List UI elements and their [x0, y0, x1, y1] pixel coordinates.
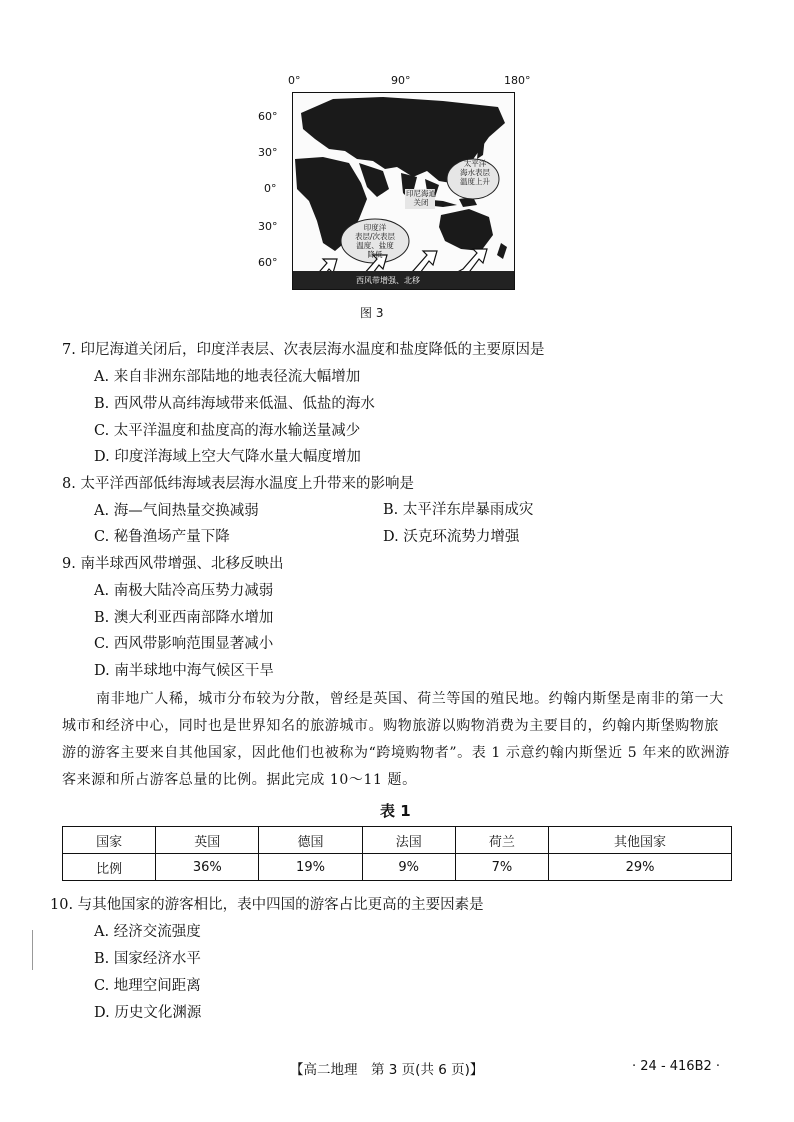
lat-label-30s: 30° — [258, 220, 278, 233]
figure-caption: 图 3 — [360, 306, 384, 320]
indian-annotation-line2: 表层/次表层 — [354, 232, 396, 241]
table-header-cell: 英国 — [156, 827, 259, 854]
strait-annotation-line2: 关闭 — [413, 198, 429, 207]
question-10-stem: 10. 与其他国家的游客相比，表中四国的游客占比更高的主要因素是 — [50, 897, 484, 913]
pacific-annotation-line3: 温度上升 — [460, 177, 490, 186]
question-9-option-d: D. 南半球地中海气候区干旱 — [94, 663, 274, 679]
table-cell: 36% — [156, 854, 259, 881]
table-header-cell: 德国 — [259, 827, 362, 854]
lat-label-0: 0° — [264, 182, 277, 195]
table-header-cell: 其他国家 — [549, 827, 732, 854]
table-1 — [62, 826, 732, 881]
question-8-option-b: B. 太平洋东岸暴雨成灾 — [383, 502, 534, 518]
pacific-annotation-line2: 海水表层 — [460, 168, 490, 177]
table-cell: 19% — [259, 854, 362, 881]
table-cell: 比例 — [63, 854, 156, 881]
question-9-option-a: A. 南极大陆冷高压势力减弱 — [94, 583, 274, 599]
table-row — [63, 854, 732, 881]
lat-label-60n: 60° — [258, 110, 278, 123]
question-8-option-c: C. 秘鲁渔场产量下降 — [94, 529, 230, 545]
question-9-stem: 9. 南半球西风带增强、北移反映出 — [62, 556, 284, 572]
table-header-cell: 法国 — [362, 827, 455, 854]
strait-annotation — [403, 189, 439, 207]
lat-label-30n: 30° — [258, 146, 278, 159]
question-7-option-c: C. 太平洋温度和盐度高的海水输送量减少 — [94, 423, 361, 439]
question-7-stem: 7. 印尼海道关闭后，印度洋表层、次表层海水温度和盐度降低的主要原因是 — [62, 342, 545, 358]
question-10-option-d: D. 历史文化渊源 — [94, 1005, 202, 1021]
question-10-option-c: C. 地理空间距离 — [94, 978, 201, 994]
question-9-option-b: B. 澳大利亚西南部降水增加 — [94, 610, 274, 626]
question-7-option-b: B. 西风带从高纬海域带来低温、低盐的海水 — [94, 396, 375, 412]
question-8-option-a: A. 海—气间热量交换减弱 — [94, 503, 259, 519]
exam-code: · 24 - 416B2 · — [632, 1059, 721, 1074]
pacific-annotation — [455, 159, 495, 186]
question-7-option-a: A. 来自非洲东部陆地的地表径流大幅增加 — [94, 369, 361, 385]
table-1-title: 表 1 — [380, 802, 411, 820]
table-cell: 7% — [455, 854, 548, 881]
lat-label-60s: 60° — [258, 256, 278, 269]
figure-3-map — [238, 72, 538, 322]
lon-label-0: 0° — [288, 74, 301, 87]
question-10-option-b: B. 国家经济水平 — [94, 951, 201, 967]
table-header-row — [63, 827, 732, 854]
passage-johannesburg: 南非地广人稀，城市分布较为分散，曾经是英国、荷兰等国的殖民地。约翰内斯堡是南非的第一大城市和经济中心，同时也是世界知名的旅游城市。购物旅游以购物消费为主要目的，约翰内斯堡购物旅游的游客主要来自其他国家，因此他们也被称为“跨境购物者”。表 1 示意约翰内斯堡近 5 年来的欧洲游客来源和所占游客总量的比例。据此完成 10～11 题。 — [62, 691, 730, 788]
strait-annotation-line1: 印尼海道 — [406, 189, 436, 198]
scan-margin-mark — [32, 930, 33, 970]
question-8-option-d: D. 沃克环流势力增强 — [383, 529, 520, 545]
question-8-stem: 8. 太平洋西部低纬海域表层海水温度上升带来的影响是 — [62, 476, 414, 492]
indian-annotation-line1: 印度洋 — [363, 223, 387, 232]
lon-label-90: 90° — [391, 74, 411, 87]
table-cell: 29% — [549, 854, 732, 881]
question-7-option-d: D. 印度洋海域上空大气降水量大幅度增加 — [94, 449, 361, 465]
table-header-cell: 国家 — [63, 827, 156, 854]
lon-label-180: 180° — [504, 74, 531, 87]
pacific-annotation-line1: 太平洋 — [463, 159, 487, 168]
map-frame — [292, 92, 515, 290]
indian-annotation-line3: 温度、盐度 — [356, 241, 394, 250]
question-10-option-a: A. 经济交流强度 — [94, 924, 201, 940]
westerlies-annotation: 西风带增强、北移 — [356, 276, 420, 285]
indian-annotation — [347, 223, 403, 259]
page-footer: 【高二地理 第 3 页(共 6 页)】 — [290, 1062, 484, 1078]
indian-annotation-line4: 降低 — [367, 250, 383, 259]
table-cell: 9% — [362, 854, 455, 881]
table-header-cell: 荷兰 — [455, 827, 548, 854]
question-9-option-c: C. 西风带影响范围显著减小 — [94, 636, 274, 652]
